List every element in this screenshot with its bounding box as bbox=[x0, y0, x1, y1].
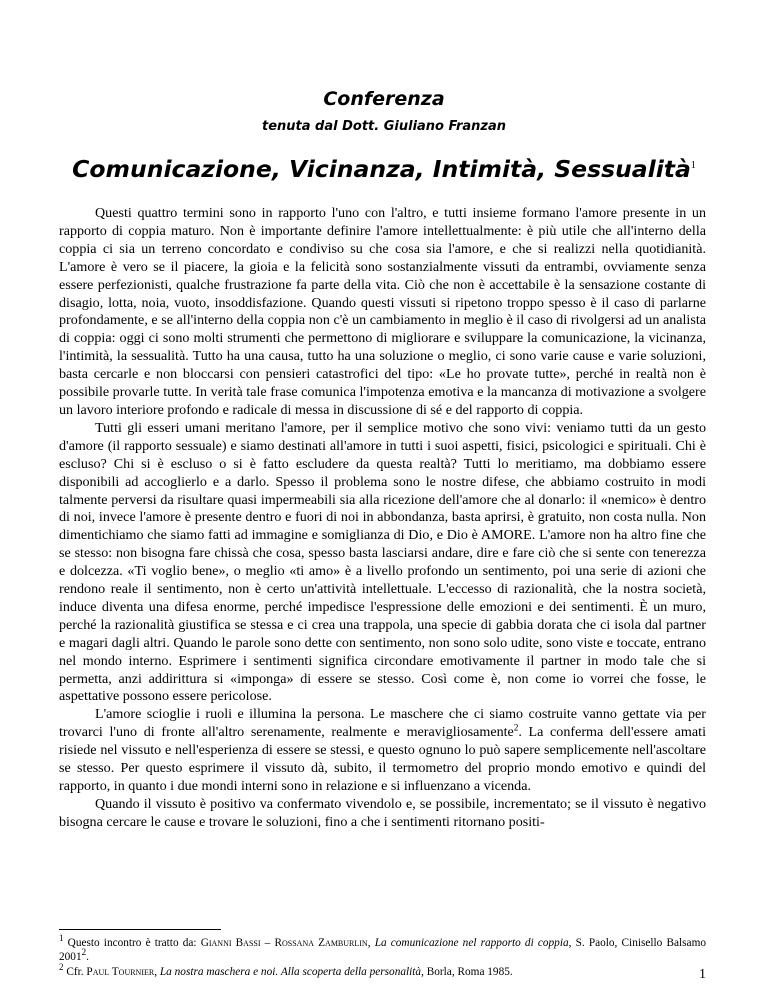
footnote-2-marker: 2 bbox=[59, 962, 64, 973]
footnote-2 bbox=[59, 962, 706, 979]
body-text bbox=[59, 205, 706, 832]
paragraph-2: Tutti gli esseri umani meritano l'amore, per il semplice motivo che sono vivi: veniamo tutti da un gesto d'amore (il rapporto sessuale) e siamo destinati all'amore in tutti i suoi aspetti, fisici, psicologici e spirituali. Chi è escluso? Chi si è escluso o si è fatto escludere da questa realtà? Tutti lo meritiamo, ma dobbiamo essere disponibili ad accoglierlo e a darlo. Spesso il problema sono le nostre difese, che abbiamo costruito in modi talmente perversi da risultare quasi impermeabili sia alla ricezione dell'amore che al donarlo: il «nemico» è dentro di noi, invece l'amore è presente dentro e fuori di noi in abbondanza, basta aprirsi, è gratuito, non costa nulla. Non dimentichiamo che siamo fatti ad immagine e somiglianza di Dio, e Dio è AMORE. L'amore non ha altro fine che se stesso: non bisogna fare chissà che cosa, spesso basta lasciarsi andare, dire e fare ciò che si sente con tenerezza e dolcezza. «Ti voglio bene», o meglio «ti amo» è a livello profondo un sentimento, poi una serie di azioni che rendono reale il sentimento, non è certo un'attività intellettuale. L'eccesso di razionalità, che la nostra società, induce diventa una difesa enorme, perché impedisce l'espressione delle emozioni e dei sentimenti. È un muro, perché la razionalità giustifica se stessa e ci crea una trappola, una specie di gabbia dorata che ci isola dal partner e magari dagli altri. Quando le parole sono dette con sentimento, non sono solo udite, sono viste e toccate, entrano nel mondo interno. Esprimere i sentimenti significa circondare emotivamente il partner in modo tale che si permetta, anzi addirittura si «imponga» di essere se stesso. Così come è, non come io vorrei che fosse, le aspettative possono essere pericolose. bbox=[59, 419, 706, 705]
footnote-1-intro: Questo incontro è tratto da: bbox=[67, 937, 201, 949]
footnote-1-marker: 1 bbox=[59, 933, 64, 944]
footnote-1-rest: , S. Paolo, Cinisello Balsamo 2001 bbox=[59, 937, 706, 964]
footnote-1-work: La comunicazione nel rapporto di coppia bbox=[374, 937, 569, 949]
title-footnote-marker: 1 bbox=[690, 160, 696, 172]
footnote-2-authors: Paul Tournier bbox=[86, 965, 155, 978]
footnote-1-edition: 2 bbox=[81, 947, 87, 958]
page-number: 1 bbox=[699, 967, 706, 982]
footnote-2-rest: , Borla, Roma 1985. bbox=[421, 965, 513, 978]
document-title bbox=[0, 155, 768, 183]
paragraph-4: Quando il vissuto è positivo va confermato vivendolo e, se possibile, incrementato; se il vissuto è negativo bisogna cercare le cause e trovare le soluzioni, fino a che i sentimenti ritornano positi- bbox=[59, 795, 706, 830]
footnote-marker-2: 2 bbox=[513, 722, 519, 733]
footnote-separator bbox=[59, 929, 221, 930]
footnote-1-authors: Gianni Bassi – Rossana Zamburlin bbox=[200, 937, 368, 949]
footnote-1 bbox=[59, 933, 706, 965]
footnote-2-work: La nostra maschera e noi. Alla scoperta della personalità bbox=[159, 965, 422, 978]
footnote-2-sep: , bbox=[154, 965, 160, 978]
paragraph-3-text-b: . La conferma dell'essere amati risiede nel vissuto e nell'esperienza di essere se stessi, e questo ognuno lo può sapere semplicemente nell'ascoltare se stesso. Per questo esprimere il vissuto dà, subito, il termometro del proprio mondo emotivo e quindi del rapporto, in quanto i due mondi interni sono in relazione e si influenzano a vicenda. bbox=[59, 724, 706, 794]
footnote-1-end: . bbox=[86, 951, 89, 964]
footnotes bbox=[59, 933, 706, 979]
paragraph-3 bbox=[59, 706, 706, 796]
paragraph-1: Questi quattro termini sono in rapporto l'uno con l'altro, e tutti insieme formano l'amore presente in un rapporto di coppia maturo. Non è importante definire l'amore intellettualmente: è più utile che all'interno della coppia ci sia un terreno concordato e condiviso su che cosa sia l'amore, e che si realizzi nella quotidianità. L'amore è vero se il piacere, la gioia e la felicità sono sostanzialmente vissuti da entrambi, ovviamente senza essere perfezionisti, qualche frustrazione fa parte della vita. Ciò che non è accettabile è la sensazione costante di disagio, lotta, noia, vuoto, insoddisfazione. Quando questi vissuti si ripetono troppo spesso è il caso di parlarne profondamente, e se all'interno della coppia non c'è un cambiamento in meglio è il caso di rivolgersi ad un analista di coppia: oggi ci sono molti strumenti che permettono di migliorare e sviluppare la comunicazione, la vicinanza, l'intimità, la sessualità. Tutto ha una causa, tutto ha una soluzione o meglio, ci sono varie cause e varie soluzioni, basta cercarle e non bloccarsi con pensieri catastrofici del tipo: «Le ho provate tutte», perché in realtà non è possibile provarle tutte. In verità tale frase comunica l'impotenza emotiva e la mancanza di motivazione a svolgere un lavoro interiore profondo e radicale di messa in discussione di sé e del rapporto di coppia. bbox=[59, 205, 706, 418]
footnote-2-intro: Cfr. bbox=[66, 965, 87, 978]
footnote-1-sep: , bbox=[367, 937, 375, 949]
speaker-line: tenuta dal Dott. Giuliano Franzan bbox=[262, 119, 506, 134]
title-text: Comunicazione, Vicinanza, Intimità, Sessualità bbox=[72, 155, 691, 183]
paragraph-3-text-a: L'amore scioglie i ruoli e illumina la persona. Le maschere che ci siamo costruite vanno gettate via per trovarci l'uno di fronte all'altro serenamente, realmente e meravigliosamente bbox=[59, 706, 706, 741]
conference-label: Conferenza bbox=[323, 88, 445, 110]
